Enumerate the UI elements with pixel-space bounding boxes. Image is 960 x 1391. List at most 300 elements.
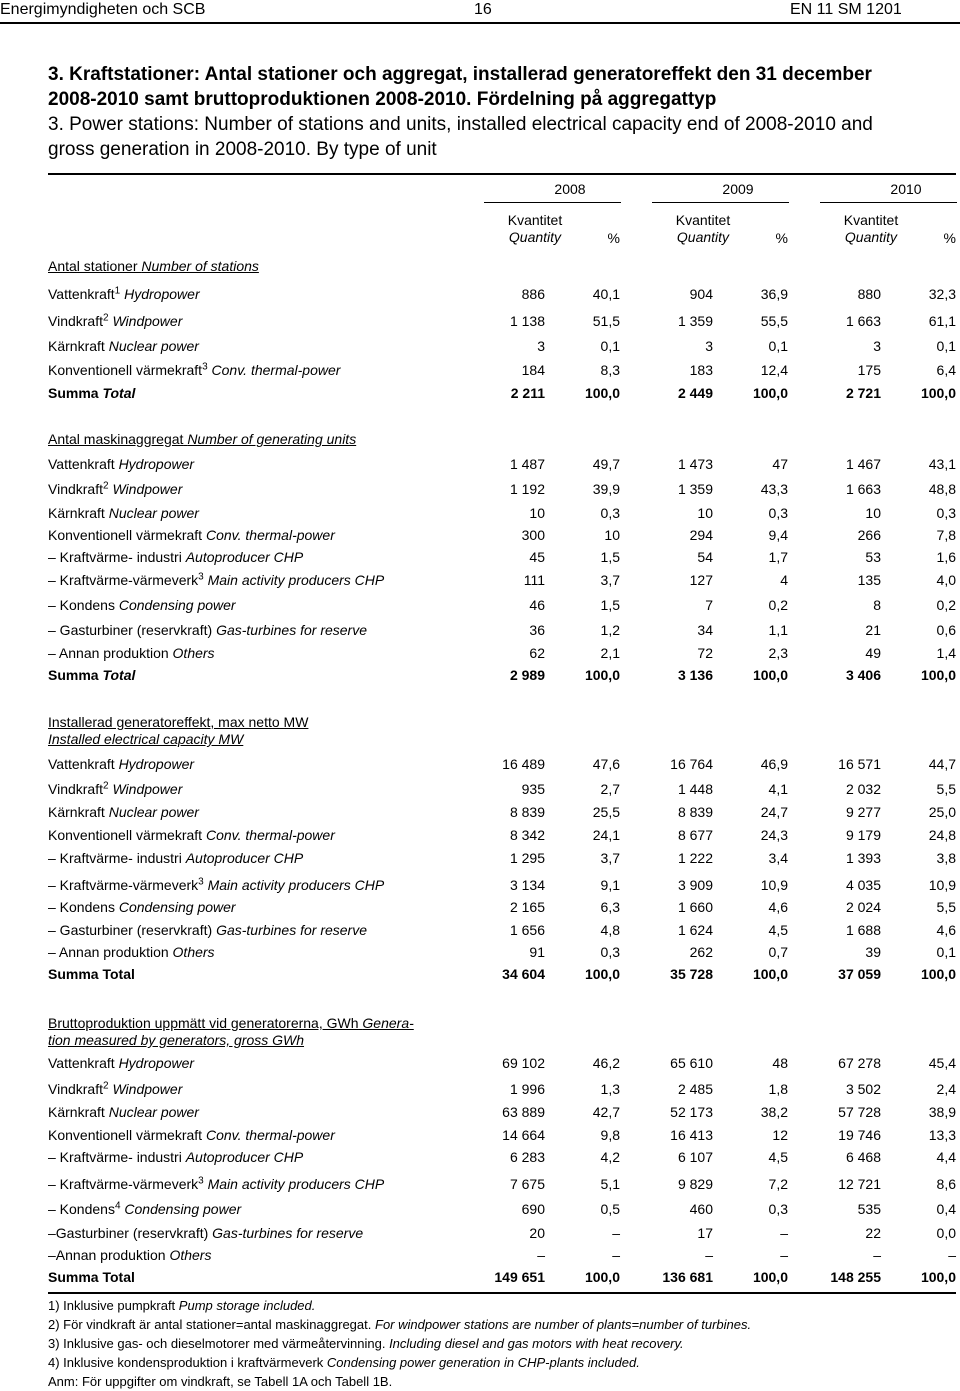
page-header: [0, 0, 960, 22]
table-row: [0, 898, 960, 916]
row-label: [48, 1103, 199, 1121]
year-rule-2010: [820, 202, 957, 203]
cell-percent: 100,0: [920, 667, 956, 683]
cell-quantity: 6 283: [509, 1149, 545, 1165]
year-2008: 2008: [554, 181, 586, 197]
row-label-en: Autoproducer CHP: [185, 850, 304, 866]
section-units: [48, 431, 356, 448]
row-label: [48, 361, 340, 379]
row-label-en: Hydropower: [118, 1055, 195, 1071]
cell-percent: 8,6: [936, 1176, 956, 1192]
cell-quantity: 91: [529, 944, 545, 960]
cell-quantity: 62: [529, 645, 545, 661]
col-pct-2010: %: [943, 230, 956, 246]
cell-percent: 100,0: [584, 667, 620, 683]
cell-percent: 0,3: [600, 944, 620, 960]
cell-quantity: 9 179: [845, 827, 881, 843]
cell-percent: 47: [772, 456, 788, 472]
table-row: [0, 361, 960, 379]
row-label: [48, 803, 199, 821]
cell-percent: 36,9: [760, 286, 788, 302]
table-row: [0, 1148, 960, 1166]
row-label-sv: Vattenkraft: [48, 1055, 115, 1071]
cell-percent: 40,1: [592, 286, 620, 302]
cell-percent: 2,3: [768, 645, 788, 661]
cell-percent: 46,9: [760, 756, 788, 772]
table-row: [0, 384, 960, 402]
row-label-sv: Konventionell värmekraft: [48, 527, 203, 543]
cell-quantity: 21: [865, 622, 881, 638]
cell-quantity: 1 473: [677, 456, 713, 472]
cell-percent: –: [612, 1247, 620, 1263]
row-label-en: Gas-turbines for reserve: [216, 622, 368, 638]
cell-percent: 4,0: [936, 572, 956, 588]
table-row: [0, 1103, 960, 1121]
footnote-ref: 3: [198, 571, 204, 583]
row-label-en: Main activity producers CHP: [207, 572, 385, 588]
cell-quantity: 54: [697, 549, 713, 565]
cell-quantity: 2 032: [845, 781, 881, 797]
cell-percent: 0,3: [768, 1201, 788, 1217]
row-label-en: Conv. thermal-power: [205, 527, 335, 543]
row-label-en: Hydropower: [118, 456, 195, 472]
cell-quantity: 36: [529, 622, 545, 638]
cell-percent: 3,7: [600, 572, 620, 588]
table-row: [0, 480, 960, 498]
cell-quantity: 14 664: [502, 1127, 545, 1143]
cell-quantity: 7 675: [509, 1176, 545, 1192]
row-label-sv: – Kondens: [48, 597, 115, 613]
cell-quantity: 39: [865, 944, 881, 960]
cell-quantity: 3 909: [677, 877, 713, 893]
row-label: [48, 943, 215, 961]
row-label: [48, 285, 200, 303]
cell-quantity: 8 839: [677, 804, 713, 820]
cell-percent: 51,5: [592, 313, 620, 329]
table-row: [0, 965, 960, 983]
row-label-sv: –Annan produktion: [48, 1247, 166, 1263]
footnote-ref: 3: [198, 876, 204, 888]
cell-percent: 0,1: [600, 338, 620, 354]
cell-quantity: 16 413: [670, 1127, 713, 1143]
cell-percent: 1,4: [936, 645, 956, 661]
cell-percent: 25,0: [928, 804, 956, 820]
row-label: [48, 755, 194, 773]
row-label-en: Gas-turbines for reserve: [212, 1225, 364, 1241]
cell-percent: 61,1: [928, 313, 956, 329]
cell-percent: 100,0: [752, 966, 788, 982]
cell-quantity: –: [705, 1247, 713, 1263]
row-label-en: Windpower: [112, 1081, 183, 1097]
footnote-ref: 2: [103, 780, 109, 792]
footnote-4: [48, 1353, 640, 1372]
cell-quantity: 1 660: [677, 899, 713, 915]
row-label: [48, 526, 335, 544]
row-label: [48, 921, 367, 939]
row-label: [48, 596, 236, 614]
publisher-text: Energimyndigheten och SCB: [0, 1, 206, 18]
row-label-en: Condensing power: [118, 597, 236, 613]
row-label-sv: – Gasturbiner (reservkraft): [48, 622, 213, 638]
footnote-ref: 2: [103, 1080, 109, 1092]
row-label-sv: – Kraftvärme- industri: [48, 850, 182, 866]
row-label: [48, 1126, 335, 1144]
cell-percent: 25,5: [592, 804, 620, 820]
cell-quantity: 2 211: [510, 385, 545, 401]
cell-quantity: 2 449: [677, 385, 713, 401]
cell-quantity: 57 728: [838, 1104, 881, 1120]
row-label-en: Conv. thermal-power: [205, 1127, 335, 1143]
cell-percent: 4,5: [768, 922, 788, 938]
cell-percent: 24,1: [592, 827, 620, 843]
table-row: [0, 504, 960, 522]
row-label-en: Windpower: [112, 313, 183, 329]
cell-percent: 24,8: [928, 827, 956, 843]
cell-quantity: 9 277: [845, 804, 881, 820]
table-row: [0, 285, 960, 303]
row-label-sv: – Kraftvärme-värmeverk: [48, 572, 199, 588]
cell-quantity: 16 489: [502, 756, 545, 772]
row-label-sv: – Kraftvärme- industri: [48, 549, 182, 565]
row-label-sv: Summa: [48, 667, 99, 683]
col-qty-2008: [480, 212, 590, 246]
cell-quantity: 111: [523, 572, 545, 588]
cell-percent: 43,1: [928, 456, 956, 472]
cell-percent: 38,2: [760, 1104, 788, 1120]
row-label-sv: Kärnkraft: [48, 1104, 105, 1120]
table-row: [0, 621, 960, 639]
cell-percent: 0,6: [936, 622, 956, 638]
row-label-sv: Kärnkraft: [48, 338, 105, 354]
cell-percent: 10: [604, 527, 620, 543]
cell-quantity: 1 996: [509, 1081, 545, 1097]
section-gen-en2: tion measured by generators, gross GWh: [48, 1032, 305, 1048]
cell-percent: –: [948, 1247, 956, 1263]
table-row: [0, 312, 960, 330]
row-label-sv: Summa: [48, 385, 99, 401]
row-label: [48, 455, 194, 473]
cell-percent: 4,6: [768, 899, 788, 915]
cell-quantity: 3 406: [845, 667, 881, 683]
cell-quantity: 45: [529, 549, 545, 565]
cell-percent: 4,2: [600, 1149, 620, 1165]
cell-quantity: –: [537, 1247, 545, 1263]
row-label: [48, 849, 303, 867]
cell-percent: 13,3: [928, 1127, 956, 1143]
row-label: [48, 312, 182, 330]
cell-quantity: 1 487: [509, 456, 545, 472]
cell-percent: 4: [780, 572, 788, 588]
cell-percent: 0,0: [936, 1225, 956, 1241]
cell-quantity: 9 829: [677, 1176, 713, 1192]
row-label: [48, 571, 384, 589]
col-pct-2008: %: [607, 230, 620, 246]
cell-quantity: 294: [689, 527, 713, 543]
row-label-en: Hydropower: [118, 756, 195, 772]
cell-percent: 45,4: [928, 1055, 956, 1071]
cell-quantity: 1 222: [677, 850, 713, 866]
row-label-en: Conv. thermal-power: [211, 362, 341, 378]
row-label-en: Others: [169, 1247, 212, 1263]
cell-quantity: 904: [689, 286, 713, 302]
cell-percent: 12: [772, 1127, 788, 1143]
cell-quantity: 22: [865, 1225, 881, 1241]
row-label: [48, 548, 303, 566]
cell-percent: 46,2: [592, 1055, 620, 1071]
footnote-ref: 4: [114, 1200, 121, 1212]
cell-quantity: 2 989: [509, 667, 545, 683]
footnote-ref: 1: [114, 285, 121, 297]
year-rule-2008: [484, 202, 621, 203]
cell-quantity: 67 278: [838, 1055, 881, 1071]
cell-quantity: 262: [689, 944, 713, 960]
header-rule: [0, 22, 960, 24]
table-row: [0, 826, 960, 844]
row-label-en: Nuclear power: [108, 1104, 199, 1120]
footnote-ref: 2: [103, 480, 109, 492]
row-label: [48, 644, 215, 662]
cell-quantity: 460: [689, 1201, 713, 1217]
row-label: [48, 337, 199, 355]
row-label-sv: – Kraftvärme-värmeverk: [48, 1176, 199, 1192]
title-sv-line1: 3. Kraftstationer: Antal stationer och aggregat, installerad generatoreffekt den 31 december: [48, 64, 872, 85]
cell-percent: 2,1: [600, 645, 620, 661]
footnote-3-sv: 3) Inklusive gas- och dieselmotorer med värmeåtervinning.: [48, 1336, 386, 1351]
cell-percent: 9,8: [600, 1127, 620, 1143]
section-stations: [48, 258, 259, 275]
cell-quantity: 175: [857, 362, 881, 378]
row-label-sv: Summa Total: [48, 1269, 135, 1285]
cell-percent: 0,3: [600, 505, 620, 521]
cell-quantity: 148 255: [830, 1269, 881, 1285]
table-row: [0, 1224, 960, 1242]
row-label-sv: Vindkraft: [48, 1081, 103, 1097]
cell-quantity: 266: [857, 527, 881, 543]
cell-percent: 24,7: [760, 804, 788, 820]
cell-quantity: 19 746: [838, 1127, 881, 1143]
cell-quantity: 300: [521, 527, 545, 543]
cell-percent: 9,1: [600, 877, 620, 893]
cell-quantity: 1 656: [509, 922, 545, 938]
footnote-2-sv: 2) För vindkraft är antal stationer=antal maskinaggregat.: [48, 1317, 372, 1332]
cell-quantity: 535: [857, 1201, 881, 1217]
row-label: [48, 965, 135, 983]
cell-percent: 7,2: [768, 1176, 788, 1192]
section-stations-sv: Antal stationer: [48, 258, 138, 274]
cell-quantity: 12 721: [838, 1176, 881, 1192]
row-label-sv: Konventionell värmekraft: [48, 827, 203, 843]
row-label-en: Nuclear power: [108, 505, 199, 521]
cell-percent: 0,5: [600, 1201, 620, 1217]
cell-quantity: 3 502: [845, 1081, 881, 1097]
row-label-en: Nuclear power: [108, 338, 199, 354]
cell-percent: 47,6: [592, 756, 620, 772]
section-stations-en: Number of stations: [141, 258, 259, 274]
cell-percent: 0,3: [768, 505, 788, 521]
cell-quantity: 10: [529, 505, 545, 521]
cell-percent: 0,1: [936, 338, 956, 354]
table-bottom-rule: [48, 1292, 956, 1294]
row-label-sv: Vindkraft: [48, 313, 103, 329]
cell-percent: 9,4: [768, 527, 788, 543]
cell-percent: 1,5: [600, 597, 620, 613]
table-row: [0, 1175, 960, 1193]
cell-quantity: 2 024: [845, 899, 881, 915]
cell-quantity: 149 651: [494, 1269, 545, 1285]
col-qty-en: Quantity: [676, 229, 730, 245]
cell-percent: 32,3: [928, 286, 956, 302]
row-label-sv: – Gasturbiner (reservkraft): [48, 922, 213, 938]
cell-percent: 6,4: [936, 362, 956, 378]
table-row: [0, 1246, 960, 1264]
row-label-en: Others: [172, 645, 215, 661]
cell-percent: 12,4: [760, 362, 788, 378]
cell-percent: 0,1: [768, 338, 788, 354]
col-qty-sv: Kvantitet: [507, 212, 563, 228]
row-label-sv: Konventionell värmekraft: [48, 1127, 203, 1143]
row-label-sv: Vindkraft: [48, 481, 103, 497]
cell-quantity: 69 102: [502, 1055, 545, 1071]
cell-percent: 0,4: [936, 1201, 956, 1217]
cell-quantity: 8 677: [677, 827, 713, 843]
cell-percent: 100,0: [584, 1269, 620, 1285]
row-label-sv: Vattenkraft: [48, 756, 115, 772]
row-label: [48, 480, 182, 498]
section-generation: [48, 1015, 414, 1049]
cell-quantity: 37 059: [838, 966, 881, 982]
cell-percent: 44,7: [928, 756, 956, 772]
cell-percent: –: [612, 1225, 620, 1241]
row-label-sv: Vindkraft: [48, 781, 103, 797]
row-label: [48, 1246, 211, 1264]
cell-percent: 5,5: [936, 899, 956, 915]
cell-quantity: 1 359: [677, 481, 713, 497]
cell-quantity: 3: [705, 338, 713, 354]
row-label-en: Total: [102, 385, 136, 401]
cell-quantity: 1 688: [845, 922, 881, 938]
row-label-en: Others: [172, 944, 215, 960]
cell-percent: 6,3: [600, 899, 620, 915]
table-row: [0, 571, 960, 589]
cell-percent: 0,3: [936, 505, 956, 521]
footnote-ref: 2: [103, 312, 109, 324]
table-row: [0, 943, 960, 961]
cell-percent: 10,9: [928, 877, 956, 893]
row-label-sv: – Kondens: [48, 899, 115, 915]
cell-percent: 8,3: [600, 362, 620, 378]
row-label-sv: Kärnkraft: [48, 804, 105, 820]
row-label: [48, 780, 182, 798]
cell-quantity: 6 107: [677, 1149, 713, 1165]
footnote-1-en: Pump storage included.: [178, 1298, 316, 1313]
table-row: [0, 1200, 960, 1218]
cell-quantity: 20: [529, 1225, 545, 1241]
row-label: [48, 1175, 384, 1193]
table-row: [0, 876, 960, 894]
table-row: [0, 666, 960, 684]
footnote-note: Anm: För uppgifter om vindkraft, se Tabell 1A och Tabell 1B.: [48, 1374, 393, 1389]
cell-quantity: 184: [521, 362, 545, 378]
cell-quantity: 183: [689, 362, 713, 378]
col-qty-sv: Kvantitet: [675, 212, 731, 228]
cell-quantity: 72: [697, 645, 713, 661]
row-label-en: Autoproducer CHP: [185, 1149, 304, 1165]
table-top-rule: [48, 173, 956, 175]
section-capacity: [48, 714, 308, 748]
table-row: [0, 1126, 960, 1144]
row-label-en: Total: [102, 667, 136, 683]
row-label: [48, 1148, 303, 1166]
cell-quantity: 1 359: [677, 313, 713, 329]
cell-quantity: 6 468: [845, 1149, 881, 1165]
cell-percent: 3,7: [600, 850, 620, 866]
footnote-ref: 3: [202, 361, 208, 373]
row-label-en: Gas-turbines for reserve: [216, 922, 368, 938]
row-label: [48, 1080, 182, 1098]
table-row: [0, 921, 960, 939]
table-row: [0, 1054, 960, 1072]
row-label: [48, 1200, 241, 1218]
cell-percent: 4,6: [936, 922, 956, 938]
report-id: EN 11 SM 1201: [790, 1, 902, 18]
table-title: [48, 62, 948, 162]
cell-percent: 4,4: [936, 1149, 956, 1165]
col-qty-en: Quantity: [508, 229, 562, 245]
row-label-en: Main activity producers CHP: [207, 1176, 385, 1192]
cell-quantity: –: [873, 1247, 881, 1263]
cell-quantity: 1 393: [845, 850, 881, 866]
section-capacity-en: Installed electrical capacity MW: [48, 731, 244, 747]
cell-percent: 0,2: [936, 597, 956, 613]
footnote-1-sv: 1) Inklusive pumpkraft: [48, 1298, 176, 1313]
row-label-en: Hydropower: [124, 286, 200, 302]
cell-quantity: 10: [697, 505, 713, 521]
cell-percent: 3,8: [936, 850, 956, 866]
cell-quantity: 886: [521, 286, 545, 302]
cell-quantity: 8 839: [509, 804, 545, 820]
cell-quantity: 1 624: [677, 922, 713, 938]
cell-percent: 48,8: [928, 481, 956, 497]
table-row: [0, 803, 960, 821]
cell-quantity: 34: [697, 622, 713, 638]
cell-quantity: 1 192: [509, 481, 545, 497]
row-label-sv: – Annan produktion: [48, 645, 169, 661]
table-row: [0, 849, 960, 867]
cell-quantity: 2 721: [845, 385, 881, 401]
section-capacity-sv: Installerad generatoreffekt, max netto MW: [48, 714, 309, 730]
cell-percent: 4,8: [600, 922, 620, 938]
cell-percent: 4,1: [768, 781, 788, 797]
cell-percent: 43,3: [760, 481, 788, 497]
table-row: [0, 1268, 960, 1286]
cell-quantity: 65 610: [670, 1055, 713, 1071]
table-row: [0, 548, 960, 566]
cell-percent: 2,4: [936, 1081, 956, 1097]
row-label-sv: –Gasturbiner (reservkraft): [48, 1225, 209, 1241]
cell-quantity: 2 165: [509, 899, 545, 915]
cell-quantity: 1 138: [509, 313, 545, 329]
footnote-4-sv: 4) Inklusive kondensproduktion i kraftvärmeverk: [48, 1355, 324, 1370]
row-label-en: Nuclear power: [108, 804, 199, 820]
row-label-en: Autoproducer CHP: [185, 549, 304, 565]
cell-percent: 0,1: [936, 944, 956, 960]
cell-quantity: 10: [865, 505, 881, 521]
cell-percent: 0,2: [768, 597, 788, 613]
cell-quantity: 49: [865, 645, 881, 661]
row-label: [48, 826, 335, 844]
cell-percent: 100,0: [752, 385, 788, 401]
year-rule-2009: [652, 202, 789, 203]
